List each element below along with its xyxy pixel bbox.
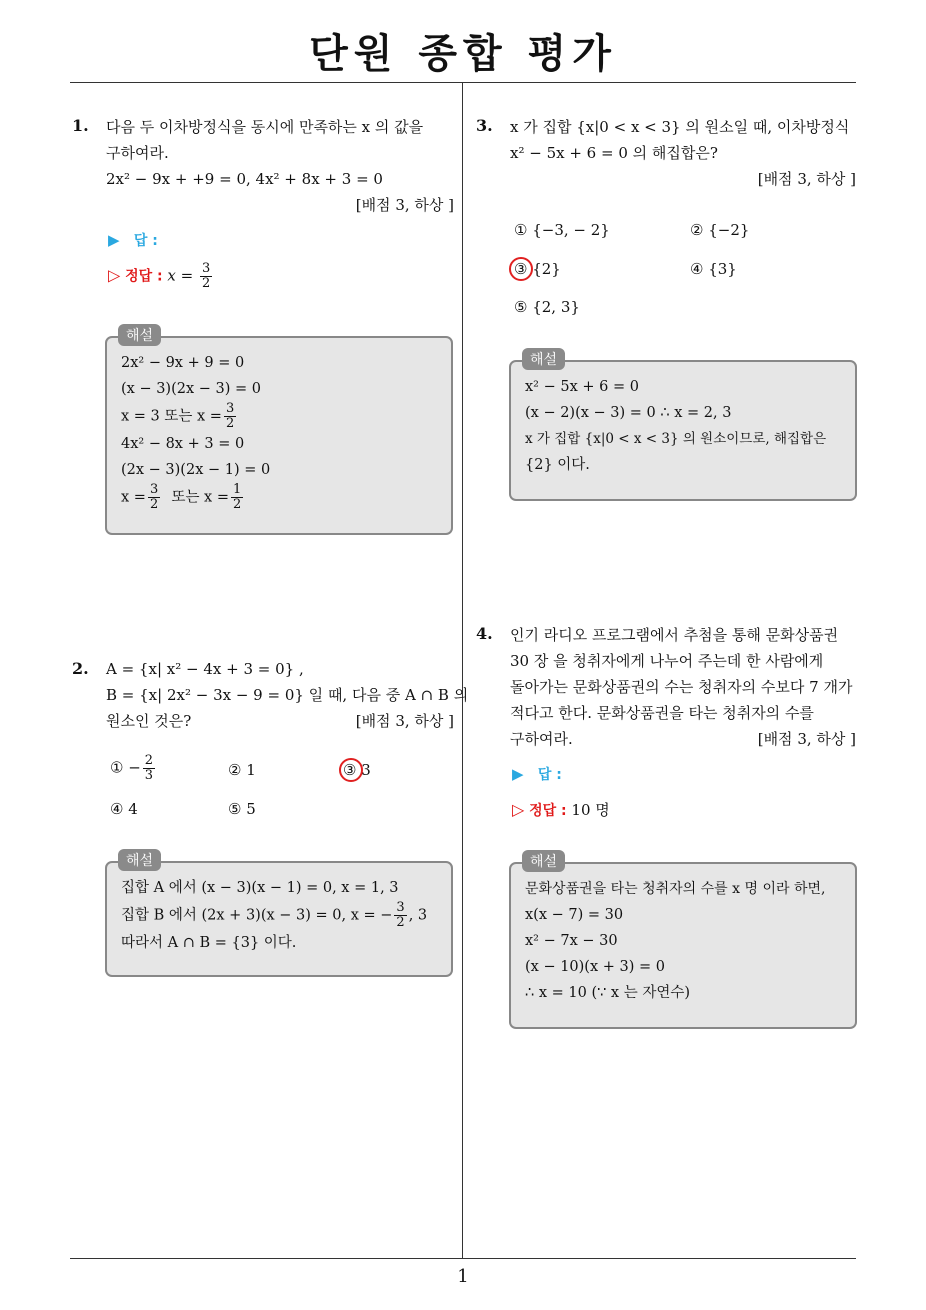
page-number: 1 <box>457 1266 469 1287</box>
question-2-choice-2[interactable]: ② 1 <box>228 761 256 779</box>
explanation-line: x² − 7x − 30 <box>525 933 618 949</box>
explanation-line: x = $\frac{3}{2}$ 또는 x = $\frac{1}{2}$ <box>121 482 242 512</box>
explanation-line: 집합 B 에서 (2x + 3)(x − 3) = 0, x = − $\frac{3}{2}$ , 3 <box>121 900 428 930</box>
question-4-line-5-row <box>510 726 856 752</box>
question-2-choice-5[interactable]: ⑤ 5 <box>228 800 256 818</box>
question-3 <box>510 114 856 192</box>
explanation-line: (x − 2)(x − 3) = 0 ∴ x = 2, 3 <box>525 405 732 421</box>
outline-triangle-icon: ▷ <box>108 265 121 285</box>
question-4-correct-row <box>512 799 610 820</box>
question-1-answer-row <box>108 230 158 250</box>
question-2-choice-4[interactable]: ④ 4 <box>110 800 138 818</box>
question-4-line-5: 구하여라. <box>510 730 573 748</box>
question-4 <box>510 622 856 752</box>
correct-value: 10 명 <box>571 801 610 819</box>
correct-fraction: $\frac{3}{2}$ <box>201 261 211 291</box>
explanation-line: ∴ x = 10 (∵ x 는 자연수) <box>525 985 691 1001</box>
question-3-choice-1[interactable]: ① {−3, − 2} <box>514 221 610 239</box>
question-1-correct-row <box>108 262 214 291</box>
question-1-number: 1. <box>72 116 89 135</box>
question-2 <box>106 656 469 734</box>
page-title: 단원 종합 평가 <box>309 31 617 77</box>
question-2-explanation-box <box>105 861 453 977</box>
question-4-answer-row <box>512 764 562 784</box>
play-triangle-icon: ▶ <box>108 231 120 249</box>
column-divider <box>462 83 463 1258</box>
selected-answer-circle-icon <box>339 758 363 782</box>
play-triangle-icon: ▶ <box>512 765 524 783</box>
question-4-number: 4. <box>476 624 493 643</box>
correct-value-prefix: x = <box>167 266 194 285</box>
explanation-badge: 해설 <box>522 348 565 370</box>
question-1-equation: 2x² − 9x + +9 = 0, 4x² + 8x + 3 = 0 <box>106 170 383 188</box>
answer-label: 답 : <box>133 233 158 249</box>
top-divider <box>70 82 856 83</box>
explanation-line: x² − 5x + 6 = 0 <box>525 379 639 395</box>
explanation-line: (x − 10)(x + 3) = 0 <box>525 959 665 975</box>
selected-answer-circle-icon <box>509 257 533 281</box>
question-4-line-3: 돌아가는 문화상품권의 수는 청취자의 수보다 7 개가 <box>510 678 853 696</box>
question-2-meta: [배점 3, 하상 ] <box>355 712 454 730</box>
question-1 <box>106 114 454 218</box>
bottom-divider <box>70 1258 856 1259</box>
question-3-meta: [배점 3, 하상 ] <box>757 170 856 188</box>
explanation-line: 집합 A 에서 (x − 3)(x − 1) = 0, x = 1, 3 <box>121 880 399 896</box>
correct-label: 정답 : <box>125 268 163 285</box>
question-3-choice-3[interactable]: ③ {2} <box>514 260 561 278</box>
answer-label: 답 : <box>537 767 562 783</box>
correct-label: 정답 : <box>529 803 567 819</box>
explanation-line: x 가 집합 {x|0 < x < 3} 의 원소이므로, 해집합은 <box>525 431 827 447</box>
question-4-line-2: 30 장 을 청취자에게 나누어 주는데 한 사람에게 <box>510 652 824 670</box>
question-4-line-1: 인기 라디오 프로그램에서 추첨을 통해 문화상품권 <box>510 626 839 644</box>
explanation-line: (x − 3)(2x − 3) = 0 <box>121 381 261 397</box>
explanation-line: {2} 이다. <box>525 457 590 473</box>
question-1-line-2: 구하여라. <box>106 144 169 162</box>
outline-triangle-icon: ▷ <box>512 800 525 819</box>
question-2-choice-1[interactable]: ① − $\frac{2}{3}$ <box>110 753 154 783</box>
question-2-number: 2. <box>72 659 89 678</box>
explanation-line: (2x − 3)(2x − 1) = 0 <box>121 462 271 478</box>
question-2-choice-3[interactable]: ③ 3 <box>343 761 371 779</box>
question-3-choice-4[interactable]: ④ {3} <box>690 260 737 278</box>
question-3-line-2: x² − 5x + 6 = 0 의 해집합은? <box>510 144 718 162</box>
explanation-line: 4x² − 8x + 3 = 0 <box>121 436 245 452</box>
question-2-line-3: 원소인 것은? <box>106 712 192 730</box>
question-1-explanation-box <box>105 336 453 535</box>
question-4-explanation-box <box>509 862 857 1029</box>
question-4-line-4: 적다고 한다. 문화상품권을 타는 청취자의 수를 <box>510 704 814 722</box>
question-3-choice-2[interactable]: ② {−2} <box>690 221 750 239</box>
question-4-meta: [배점 3, 하상 ] <box>757 730 856 748</box>
question-2-line-3-row <box>106 708 454 734</box>
question-3-line-1: x 가 집합 {x|0 < x < 3} 의 원소일 때, 이차방정식 <box>510 118 850 136</box>
question-1-line-1: 다음 두 이차방정식을 동시에 만족하는 x 의 값을 <box>106 118 424 136</box>
explanation-line: x(x − 7) = 30 <box>525 907 624 923</box>
explanation-badge: 해설 <box>522 850 565 872</box>
question-3-number: 3. <box>476 116 493 135</box>
explanation-line: 2x² − 9x + 9 = 0 <box>121 355 245 371</box>
question-2-line-2: B = {x| 2x² − 3x − 9 = 0} 일 때, 다음 중 A ∩ B 의 <box>106 686 469 704</box>
explanation-line: 따라서 A ∩ B = {3} 이다. <box>121 935 297 951</box>
explanation-line: 문화상품권을 타는 청취자의 수를 x 명 이라 하면, <box>525 881 826 897</box>
question-1-meta: [배점 3, 하상 ] <box>355 196 454 214</box>
explanation-badge: 해설 <box>118 849 161 871</box>
question-3-choice-5[interactable]: ⑤ {2, 3} <box>514 298 580 316</box>
question-3-explanation-box <box>509 360 857 501</box>
question-2-line-1: A = {x| x² − 4x + 3 = 0} , <box>106 660 304 678</box>
explanation-badge: 해설 <box>118 324 161 346</box>
explanation-line: x = 3 또는 x = $\frac{3}{2}$ <box>121 401 235 431</box>
